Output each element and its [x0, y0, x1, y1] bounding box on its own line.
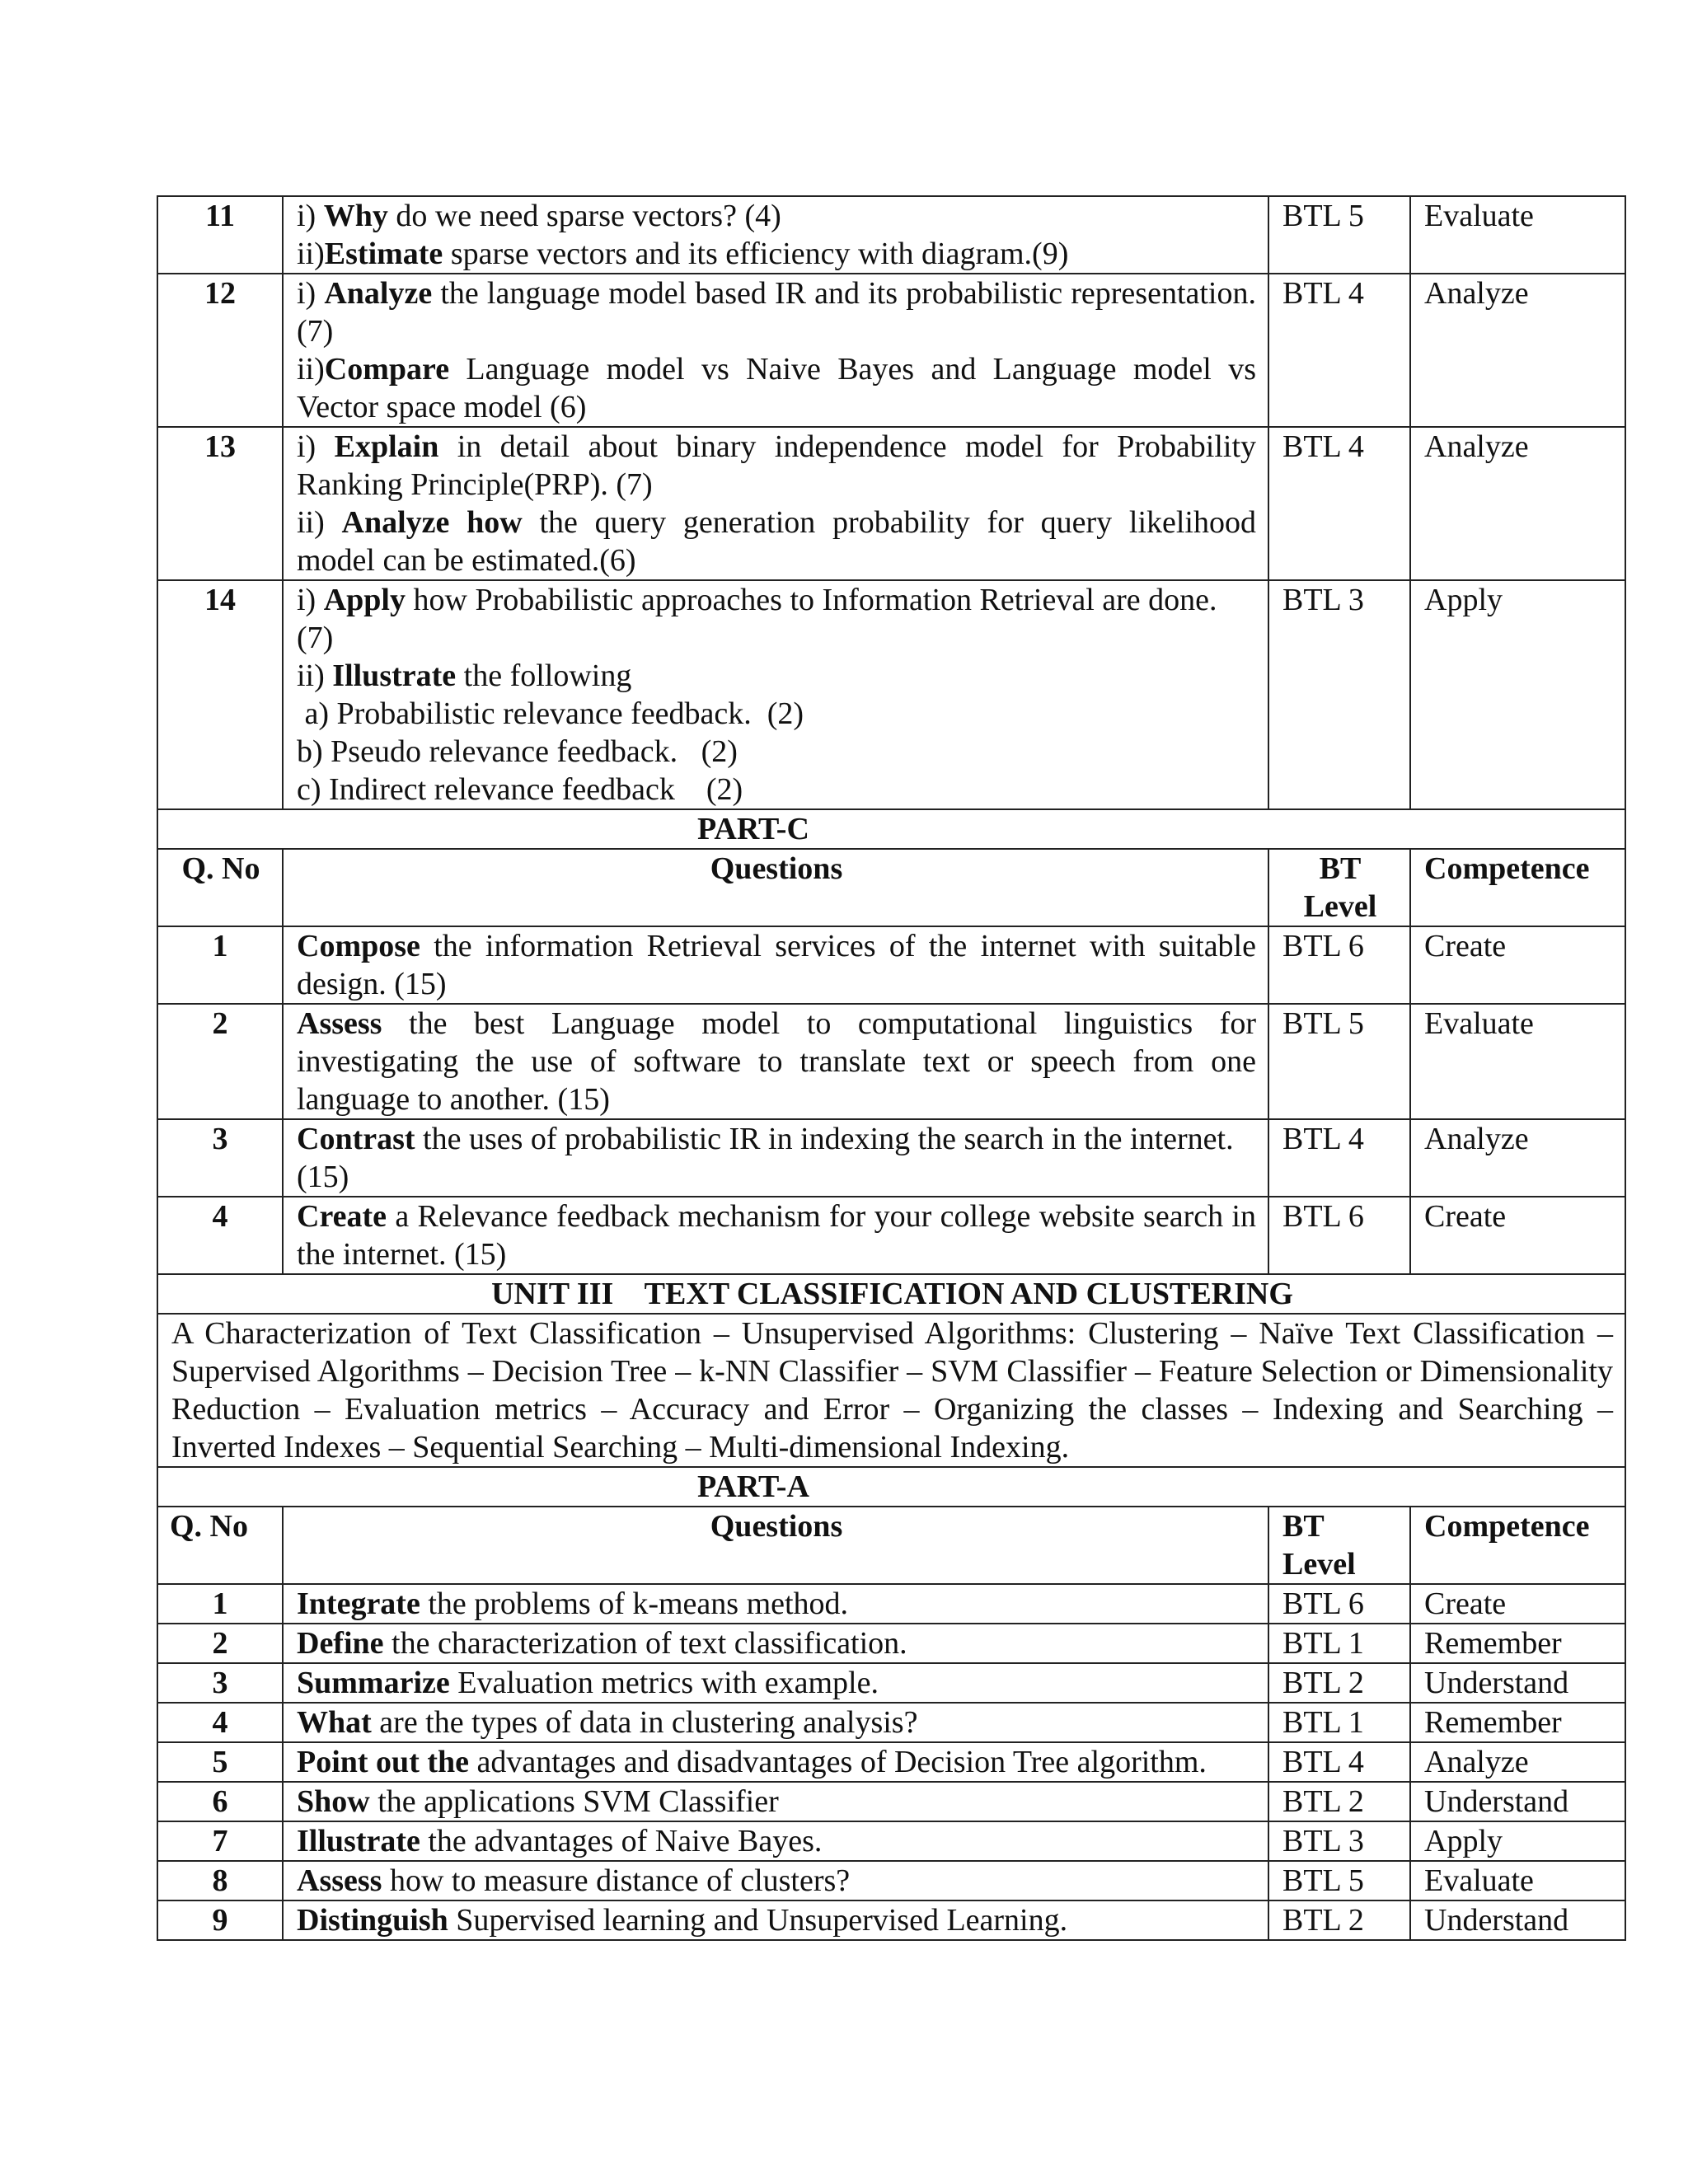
question-keyword: What [297, 1705, 372, 1740]
competence: Create [1410, 1197, 1625, 1274]
header-competence: Competence [1410, 849, 1625, 926]
question-text: Compose the information Retrieval services of the internet with suitable design. (15) [283, 926, 1268, 1004]
question-number: 1 [157, 1584, 283, 1624]
table-row [157, 1742, 1625, 1782]
competence: Analyze [1410, 1742, 1625, 1782]
question-keyword: Why [323, 199, 388, 233]
question-number: 3 [157, 1663, 283, 1703]
table-row [157, 274, 1625, 427]
table-row [157, 1782, 1625, 1821]
question-text: Assess the best Language model to computational linguistics for investigating the use of software to translate text or speech from one language to another. (15) [283, 1004, 1268, 1119]
question-text: Define the characterization of text classification. [283, 1624, 1268, 1663]
competence: Analyze [1410, 1119, 1625, 1197]
header-qno: Q. No [157, 1507, 283, 1584]
question-text: i) Explain in detail about binary independence model for Probability Ranking Principle(PRP). (7) ii) Analyze how the query generation probability for query likelihood model can be estimated.(6) [283, 427, 1268, 580]
table-row [157, 1004, 1625, 1119]
unit-syllabus-row [157, 1314, 1625, 1467]
section-title-row [157, 1467, 1625, 1507]
competence: Remember [1410, 1703, 1625, 1742]
question-number: 9 [157, 1900, 283, 1940]
section-title-row [157, 809, 1625, 849]
table-row [157, 1861, 1625, 1900]
bt-level: BTL 3 [1268, 1821, 1410, 1861]
question-text: i) Apply how Probabilistic approaches to Information Retrieval are done. (7) ii) Illustrate the following a) Probabilistic relevance feedback. (2) b) Pseudo relevance feedback. (2) c) Indirect relevance feedback (2) [283, 580, 1268, 809]
bt-level: BTL 6 [1268, 926, 1410, 1004]
question-keyword: Estimate [324, 237, 443, 271]
question-keyword: Explain [334, 429, 439, 464]
question-text: Contrast the uses of probabilistic IR in indexing the search in the internet. (15) [283, 1119, 1268, 1197]
question-keyword: Show [297, 1784, 370, 1819]
competence: Understand [1410, 1782, 1625, 1821]
table-row [157, 926, 1625, 1004]
question-keyword: Assess [297, 1863, 382, 1898]
question-text: Integrate the problems of k-means method. [283, 1584, 1268, 1624]
question-keyword: Compose [297, 929, 420, 963]
question-keyword: Illustrate [332, 658, 457, 693]
question-number: 4 [157, 1703, 283, 1742]
header-bt-level: BT Level [1268, 1507, 1410, 1584]
competence: Apply [1410, 1821, 1625, 1861]
question-keyword: Assess [297, 1006, 382, 1041]
competence: Evaluate [1410, 1004, 1625, 1119]
question-text: What are the types of data in clustering analysis? [283, 1703, 1268, 1742]
table-row [157, 580, 1625, 809]
header-bt-level: BT Level [1268, 849, 1410, 926]
question-keyword: Summarize [297, 1666, 450, 1700]
question-keyword: Integrate [297, 1586, 420, 1621]
question-number: 11 [157, 196, 283, 274]
question-keyword: Contrast [297, 1122, 415, 1156]
bt-level: BTL 2 [1268, 1663, 1410, 1703]
header-competence: Competence [1410, 1507, 1625, 1584]
header-qno: Q. No [157, 849, 283, 926]
bt-level: BTL 2 [1268, 1782, 1410, 1821]
table-row [157, 1900, 1625, 1940]
part-c-title: PART-C [157, 809, 1625, 849]
competence: Create [1410, 926, 1625, 1004]
question-keyword: Analyze how [341, 505, 523, 540]
unit-syllabus: A Characterization of Text Classification – Unsupervised Algorithms: Clustering – Naïve Text Classification – Supervised Algorithms – Decision Tree – k-NN Classifier – SVM Classifier – Feature Selection or Dimensionality Reduction – Evaluation metrics – Accuracy and Error – Organizing the classes – Indexing and Searching – Inverted Indexes – Sequential Searching – Multi-dimensional Indexing. [157, 1314, 1625, 1467]
table-row [157, 1197, 1625, 1274]
question-text: Illustrate the advantages of Naive Bayes. [283, 1821, 1268, 1861]
table-row [157, 1119, 1625, 1197]
bt-level: BTL 6 [1268, 1584, 1410, 1624]
question-number: 13 [157, 427, 283, 580]
question-bank-table [157, 195, 1626, 1941]
question-number: 3 [157, 1119, 283, 1197]
header-questions: Questions [283, 1507, 1268, 1584]
table-row [157, 1584, 1625, 1624]
header-questions: Questions [283, 849, 1268, 926]
competence: Remember [1410, 1624, 1625, 1663]
table-row [157, 1624, 1625, 1663]
bt-level: BTL 4 [1268, 274, 1410, 427]
table-header-row [157, 1507, 1625, 1584]
bt-level: BTL 5 [1268, 196, 1410, 274]
bt-level: BTL 3 [1268, 580, 1410, 809]
competence: Understand [1410, 1663, 1625, 1703]
competence: Evaluate [1410, 196, 1625, 274]
question-number: 14 [157, 580, 283, 809]
unit-title: UNIT III TEXT CLASSIFICATION AND CLUSTERING [157, 1274, 1625, 1314]
question-keyword: Compare [324, 352, 450, 387]
question-text: Distinguish Supervised learning and Unsupervised Learning. [283, 1900, 1268, 1940]
competence: Apply [1410, 580, 1625, 809]
part-a-title: PART-A [157, 1467, 1625, 1507]
question-number: 8 [157, 1861, 283, 1900]
question-text: Summarize Evaluation metrics with example. [283, 1663, 1268, 1703]
question-text: i) Why do we need sparse vectors? (4) ii)Estimate sparse vectors and its efficiency with diagram.(9) [283, 196, 1268, 274]
bt-level: BTL 5 [1268, 1861, 1410, 1900]
table-row [157, 1821, 1625, 1861]
competence: Create [1410, 1584, 1625, 1624]
table-row [157, 1663, 1625, 1703]
table-row [157, 1703, 1625, 1742]
bt-level: BTL 5 [1268, 1004, 1410, 1119]
question-number: 1 [157, 926, 283, 1004]
question-keyword: Apply [323, 583, 406, 617]
question-keyword: Analyze [324, 276, 433, 311]
competence: Analyze [1410, 274, 1625, 427]
bt-level: BTL 4 [1268, 427, 1410, 580]
question-keyword: Create [297, 1199, 387, 1234]
competence: Understand [1410, 1900, 1625, 1940]
table-row [157, 196, 1625, 274]
bt-level: BTL 1 [1268, 1703, 1410, 1742]
question-keyword: Point out the [297, 1745, 469, 1779]
question-number: 2 [157, 1624, 283, 1663]
question-number: 5 [157, 1742, 283, 1782]
question-number: 6 [157, 1782, 283, 1821]
question-text: Create a Relevance feedback mechanism for your college website search in the internet. (15) [283, 1197, 1268, 1274]
question-number: 7 [157, 1821, 283, 1861]
question-number: 2 [157, 1004, 283, 1119]
question-number: 12 [157, 274, 283, 427]
bt-level: BTL 2 [1268, 1900, 1410, 1940]
question-text: i) Analyze the language model based IR and its probabilistic representation. (7) ii)Compare Language model vs Naive Bayes and Language model vs Vector space model (6) [283, 274, 1268, 427]
question-keyword: Illustrate [297, 1824, 420, 1858]
table-row [157, 427, 1625, 580]
table-header-row [157, 849, 1625, 926]
bt-level: BTL 1 [1268, 1624, 1410, 1663]
bt-level: BTL 4 [1268, 1742, 1410, 1782]
bt-level: BTL 4 [1268, 1119, 1410, 1197]
competence: Analyze [1410, 427, 1625, 580]
competence: Evaluate [1410, 1861, 1625, 1900]
question-keyword: Define [297, 1626, 384, 1661]
unit-title-row [157, 1274, 1625, 1314]
question-text: Show the applications SVM Classifier [283, 1782, 1268, 1821]
bt-level: BTL 6 [1268, 1197, 1410, 1274]
question-text: Point out the advantages and disadvantages of Decision Tree algorithm. [283, 1742, 1268, 1782]
question-keyword: Distinguish [297, 1903, 448, 1938]
question-number: 4 [157, 1197, 283, 1274]
question-text: Assess how to measure distance of clusters? [283, 1861, 1268, 1900]
